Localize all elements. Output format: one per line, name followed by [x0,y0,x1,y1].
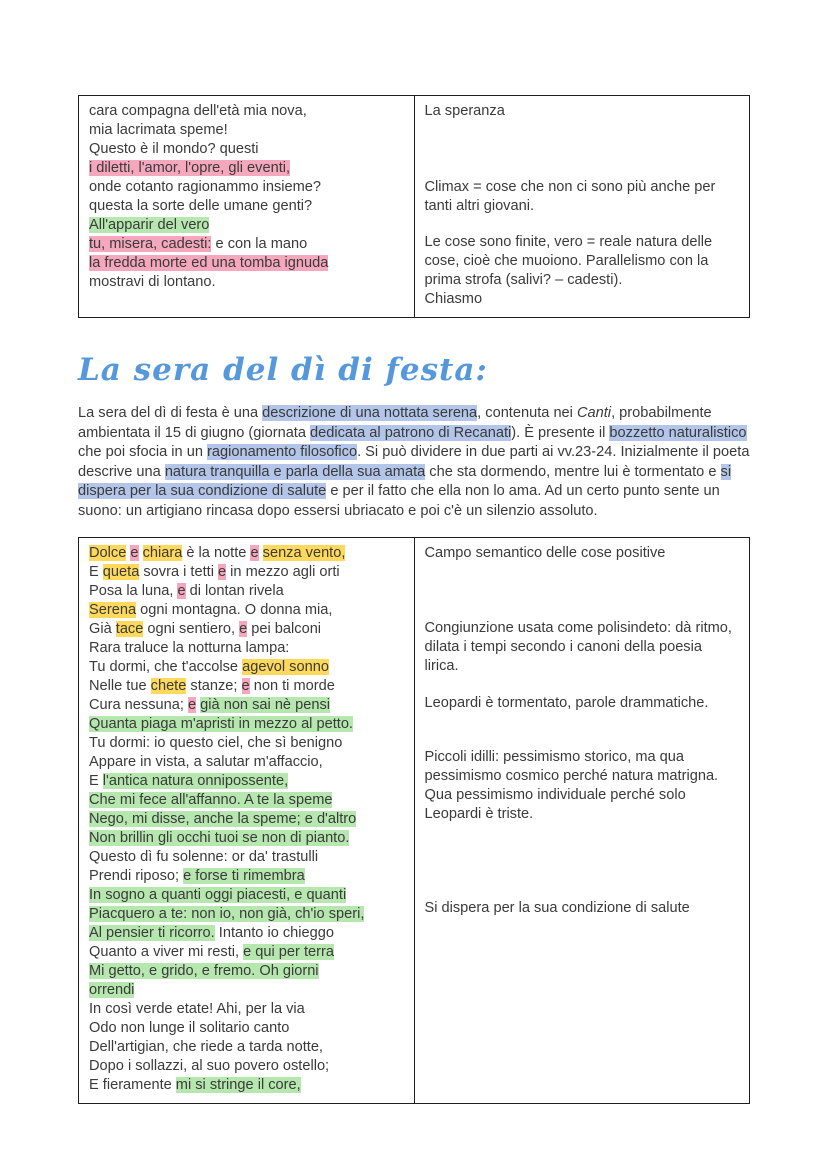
verse-line [89,829,404,848]
text-run: In così verde etate! Ahi, per la via [89,1000,305,1017]
text-run: pei balconi [247,620,322,637]
text-run: Tu dormi: io questo ciel, che sì benigno [89,734,343,751]
verse-line [89,1076,404,1095]
highlighted-text: Quanta piaga m'apristi in mezzo al petto. [89,715,353,732]
text-run: Questo dì fu solenne: or da' trastulli [89,848,319,865]
verse-line [89,1019,404,1038]
highlighted-text: agevol sonno [242,658,329,675]
highlighted-text: l'antica natura onnipossente, [102,772,289,789]
text-run: Dell'artigian, che riede a tarda notte, [89,1038,323,1055]
highlighted-text: Piacquero a te: non io, non già, ch'io speri, [89,905,365,922]
text-run: ogni montagna. O donna mia, [136,601,333,618]
verse-line [89,235,404,254]
highlighted-text: tu, misera, cadesti: [89,236,212,252]
verse-line [89,544,404,563]
poem-column-la-sera [79,537,415,1103]
highlighted-text: chete [150,677,187,694]
verse-line [89,273,404,292]
highlighted-text: e forse ti rimembra [183,867,305,884]
text-run: che sta dormendo, mentre lui è tormentato e [425,463,721,480]
verse-line [89,102,404,121]
text-run [139,545,143,561]
highlighted-text: ragionamento filosofico [207,444,358,461]
table-row [79,537,750,1103]
text-run: Cura nessuna; [89,696,188,713]
highlighted-text: Mi getto, e grido, e fremo. Oh giorni [89,962,319,979]
text-run: sovra i tetti [139,563,218,580]
highlighted-text: già non sai nè pensi [200,696,330,713]
highlighted-text: bozzetto naturalistico [609,424,747,441]
highlighted-text: tace [115,620,144,637]
text-run: Quanto a viver mi resti, [89,943,244,960]
text-run: non ti morde [249,677,335,694]
text-run: onde cotanto ragionammo insieme? [89,179,322,195]
text-run: E fieramente [89,1076,176,1093]
text-run: di lontan rivela [185,582,284,599]
highlighted-text: i diletti, l'amor, l'opre, gli eventi, [89,160,291,176]
annotations-column-a-silvia [414,96,750,318]
text-run: questa la sorte delle umane genti? [89,198,313,214]
verse-line [89,734,404,753]
text-run: Tu dormi, che t'accolse [89,658,243,675]
text-run: mostravi di lontano. [89,274,216,290]
highlighted-text: orrendi [89,981,135,998]
text-run: Rara traluce la notturna lampa: [89,639,290,656]
verse-line [89,197,404,216]
text-run: Canti [576,405,612,421]
highlighted-text: All'apparir del vero [89,217,210,233]
highlighted-text: queta [102,563,140,580]
verse-line [89,216,404,235]
annotation-note: Chiasmo [424,291,483,307]
highlighted-text: descrizione di una nottata serena [262,405,478,421]
highlighted-text: Nego, mi disse, anche la speme; e d'altro [89,810,357,827]
text-run: Posa la luna, [89,582,178,599]
la-sera-analysis-table [78,537,750,1104]
annotation-note: Climax = cose che non ci sono più anche per tanti altri giovani. [424,179,716,214]
verse-line [89,658,404,677]
highlighted-text: e [130,544,139,561]
text-run: Intanto io chieggo [214,924,334,941]
verse-line [89,254,404,273]
verse-line [89,886,404,905]
verse-line [89,810,404,829]
text-run: ). È presente il [511,424,610,441]
verse-line [89,1000,404,1019]
text-run: Appare in vista, a salutar m'affaccio, [89,753,323,770]
verse-line [89,159,404,178]
highlighted-text: senza vento, [262,544,346,561]
section-heading-la-sera-del-di-di-festa: La sera del dì di festa: [78,352,488,388]
highlighted-text: Serena [89,601,137,618]
verse-line [89,620,404,639]
annotation-note: Si dispera per la sua condizione di salute [424,899,690,916]
highlighted-text: e [177,582,186,599]
verse-line [89,639,404,658]
verse-line [89,563,404,582]
verse-line [89,924,404,943]
highlighted-text: dedicata al patrono di Recanati [310,424,512,441]
text-run: Odo non lunge il solitario canto [89,1019,290,1036]
annotation-note: Piccoli idilli: pessimismo storico, ma qua pessimismo cosmico perché natura matrigna. Qua pessimismo individuale perché solo Leopardi è triste. [424,748,719,822]
text-run: Già [89,620,116,637]
text-run: . Si può dividere in due parti ai vv.23-24. Inizialmente il poeta descrive una [78,444,750,480]
highlighted-text: In sogno a quanti oggi piacesti, e quanti [89,886,347,903]
verse-line [89,178,404,197]
verse-line [89,962,404,981]
highlighted-text: natura tranquilla e parla della sua amata [164,463,426,480]
verse-line [89,753,404,772]
highlighted-text: Che mi fece all'affanno. A te la speme [89,791,333,808]
verse-line [89,1057,404,1076]
text-run: , contenuta nei [477,405,577,421]
highlighted-text: Dolce [89,544,127,561]
text-run: in mezzo agli orti [226,563,340,580]
text-run: mia lacrimata speme! [89,122,228,138]
text-run: E [89,772,103,789]
table-row [79,96,750,318]
verse-line [89,677,404,696]
verse-line [89,905,404,924]
verse-line [89,715,404,734]
verse-line [89,867,404,886]
verse-line [89,121,404,140]
verse-line [89,1038,404,1057]
highlighted-text: e [250,544,259,561]
highlighted-text: e qui per terra [243,943,334,960]
text-run: Dopo i sollazzi, al suo povero ostello; [89,1057,330,1074]
text-run: , probabilmente ambientata il 15 di giugno (giornata [78,405,712,441]
text-run: La sera del dì di festa è una [78,405,263,421]
verse-line [89,848,404,867]
text-run: Nelle tue [89,677,151,694]
verse-line [89,696,404,715]
annotation-note: Campo semantico delle cose positive [424,544,666,561]
text-run: cara compagna dell'età mia nova, [89,103,307,119]
verse-line [89,943,404,962]
verse-line [89,601,404,620]
text-run: stanze; [186,677,242,694]
highlighted-text: e [239,620,248,637]
text-run: Prendi riposo; [89,867,184,884]
a-silvia-analysis-table [78,95,750,318]
highlighted-text: e [218,563,227,580]
annotation-note: Le cose sono finite, vero = reale natura delle cose, cioè che muoiono. Parallelismo con la prima strofa (salivi? – cadesti). [424,234,713,288]
text-run: e per il fatto che ella non lo ama. Ad un certo punto sente un suono: un artigiano rincasa dopo essersi ubriacato e poi c'è un silenzio assoluto. [78,483,720,519]
highlighted-text: mi si stringe il core, [175,1076,301,1093]
text-run: che poi sfocia in un [78,444,207,461]
verse-line [89,582,404,601]
highlighted-text: si dispera per la sua condizione di salute [78,463,732,500]
verse-line [89,981,404,1000]
annotation-note: Congiunzione usata come polisindeto: dà ritmo, dilata i tempi secondo i canoni della poesia lirica. [424,619,732,674]
text-run: Questo è il mondo? questi [89,141,259,157]
text-run: è la notte [182,544,251,561]
verse-line [89,772,404,791]
text-run: ogni sentiero, [143,620,240,637]
text-run: e con la mano [211,236,308,252]
highlighted-text: la fredda morte ed una tomba ignuda [89,255,329,271]
highlighted-text: e [241,677,250,694]
highlighted-text: Al pensier ti ricorro. [89,924,215,941]
verse-line [89,140,404,159]
highlighted-text: e [187,696,197,713]
highlighted-text: Non brillin gli occhi tuoi se non di pianto. [89,829,350,846]
verse-line [89,791,404,810]
annotation-note: La speranza [424,103,505,119]
text-run: E [89,563,103,580]
annotation-note: Leopardi è tormentato, parole drammatiche. [424,694,709,711]
highlighted-text: chiara [142,544,183,561]
poem-column-a-silvia [79,96,415,318]
annotations-column-la-sera [414,537,750,1103]
intro-paragraph [78,404,750,522]
